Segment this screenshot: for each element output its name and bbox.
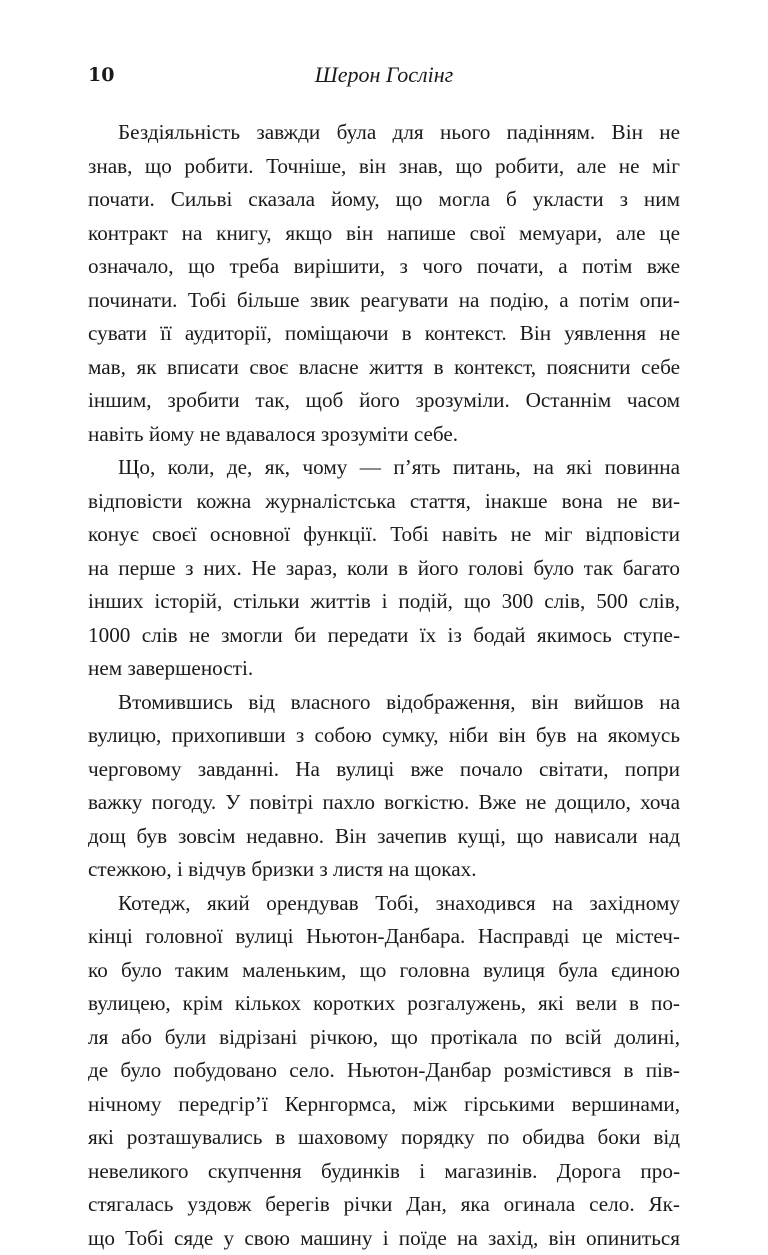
text-line: черговому завданні. На вулиці вже почало світати, попри (88, 753, 680, 787)
text-line: ко було таким маленьким, що головна вулиця була єдиною (88, 954, 680, 988)
text-line: конує своєї основної функції. Тобі навіть не міг відповісти (88, 518, 680, 552)
text-line: почати. Сильві сказала йому, що могла б укласти з ним (88, 183, 680, 217)
text-line: Що, коли, де, як, чому — п’ять питань, на які повинна (88, 451, 680, 485)
running-title: Шерон Гослінг (88, 60, 680, 90)
text-line: що Тобі сяде у свою машину і поїде на захід, він опиниться (88, 1222, 680, 1255)
text-line: Котедж, який орендував Тобі, знаходився на західному (88, 887, 680, 921)
text-line: вулицею, крім кількох коротких розгалужень, які вели в по- (88, 987, 680, 1021)
text-line: які розташувались в шаховому порядку по обидва боки від (88, 1121, 680, 1155)
text-line: інших історій, стільки життів і подій, що 300 слів, 500 слів, (88, 585, 680, 619)
text-line: стежкою, і відчув бризки з листя на щоках. (88, 853, 680, 887)
text-line: ля або були відрізані річкою, що протікала по всій долині, (88, 1021, 680, 1055)
text-line: контракт на книгу, якщо він напише свої мемуари, але це (88, 217, 680, 251)
body-text (88, 116, 680, 1255)
text-line: відповісти кожна журналістська стаття, інакше вона не ви- (88, 485, 680, 519)
text-line: означало, що треба вирішити, з чого почати, а потім вже (88, 250, 680, 284)
text-line: дощ був зовсім недавно. Він зачепив кущі, що нависали над (88, 820, 680, 854)
page-number: 10 (88, 60, 114, 90)
text-line: нем завершеності. (88, 652, 680, 686)
paragraph (88, 116, 680, 451)
paragraph (88, 686, 680, 887)
text-line: стягалась уздовж берегів річки Дан, яка огинала село. Як- (88, 1188, 680, 1222)
text-line: важку погоду. У повітрі пахло вогкістю. Вже не дощило, хоча (88, 786, 680, 820)
text-line: на перше з них. Не зараз, коли в його голові було так багато (88, 552, 680, 586)
text-line: 1000 слів не змогли би передати їх із бодай якимось ступе- (88, 619, 680, 653)
text-line: іншим, зробити так, щоб його зрозуміли. Останнім часом (88, 384, 680, 418)
page-header (88, 60, 680, 90)
text-line: мав, як вписати своє власне життя в контекст, пояснити себе (88, 351, 680, 385)
text-line: де було побудовано село. Ньютон-Данбар розмістився в пів- (88, 1054, 680, 1088)
text-line: невеликого скупчення будинків і магазинів. Дорога про- (88, 1155, 680, 1189)
text-line: навіть йому не вдавалося зрозуміти себе. (88, 418, 680, 452)
text-line: починати. Тобі більше звик реагувати на подію, а потім опи- (88, 284, 680, 318)
paragraph (88, 887, 680, 1255)
text-line: кінці головної вулиці Ньютон-Данбара. Насправді це містеч- (88, 920, 680, 954)
text-line: нічному передгір’ї Кернгормса, між гірськими вершинами, (88, 1088, 680, 1122)
text-line: Втомившись від власного відображення, він вийшов на (88, 686, 680, 720)
text-line: сувати її аудиторії, поміщаючи в контекст. Він уявлення не (88, 317, 680, 351)
text-line: Бездіяльність завжди була для нього падінням. Він не (88, 116, 680, 150)
text-line: вулицю, прихопивши з собою сумку, ніби він був на якомусь (88, 719, 680, 753)
text-line: знав, що робити. Точніше, він знав, що робити, але не міг (88, 150, 680, 184)
paragraph (88, 451, 680, 686)
